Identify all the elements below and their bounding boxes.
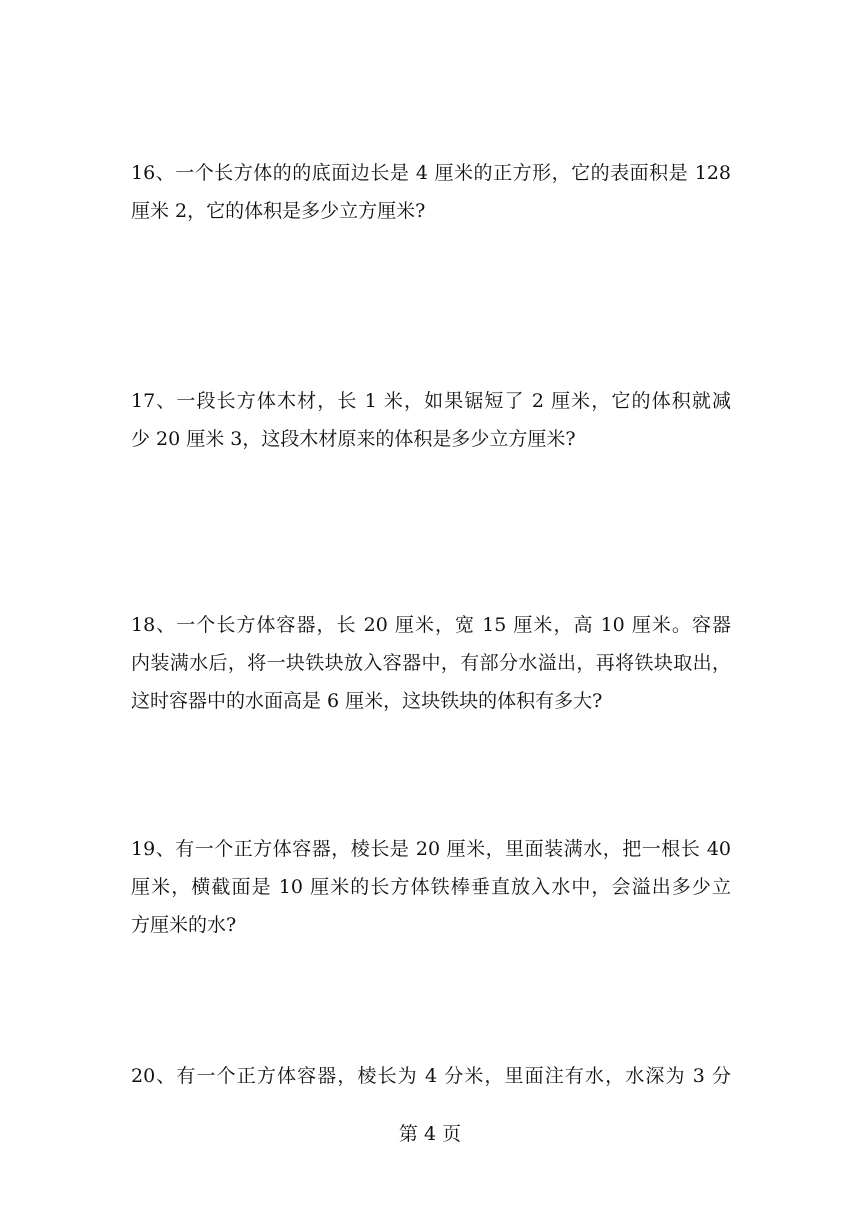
question-text-line: 18、一个长方体容器，长 20 厘米，宽 15 厘米，高 10 厘米。容器 [131, 614, 731, 636]
page-number: 第 4 页 [398, 1123, 462, 1145]
question-text-line: 方厘米的水? [131, 914, 237, 936]
question-20 [131, 1057, 731, 1095]
question-text-line: 16、一个长方体的的底面边长是 4 厘米的正方形，它的表面积是 128 [131, 162, 731, 184]
question-text-line: 这时容器中的水面高是 6 厘米，这块铁块的体积有多大? [131, 690, 603, 712]
question-text-line: 厘米，横截面是 10 厘米的长方体铁棒垂直放入水中，会溢出多少立 [131, 876, 731, 898]
question-text-line: 少 20 厘米 3，这段木材原来的体积是多少立方厘米? [131, 428, 576, 450]
question-17 [131, 382, 731, 458]
question-text-line: 20、有一个正方体容器，棱长为 4 分米，里面注有水，水深为 3 分 [131, 1065, 731, 1087]
question-18 [131, 606, 731, 720]
question-16 [131, 154, 731, 230]
question-text-line: 内装满水后，将一块铁块放入容器中，有部分水溢出，再将铁块取出， [131, 652, 731, 674]
question-text-line: 厘米 2，它的体积是多少立方厘米? [131, 200, 426, 222]
question-text-line: 17、一段长方体木材，长 1 米，如果锯短了 2 厘米，它的体积就减 [131, 390, 731, 412]
question-text-line: 19、有一个正方体容器，棱长是 20 厘米，里面装满水，把一根长 40 [131, 838, 731, 860]
question-19 [131, 830, 731, 944]
